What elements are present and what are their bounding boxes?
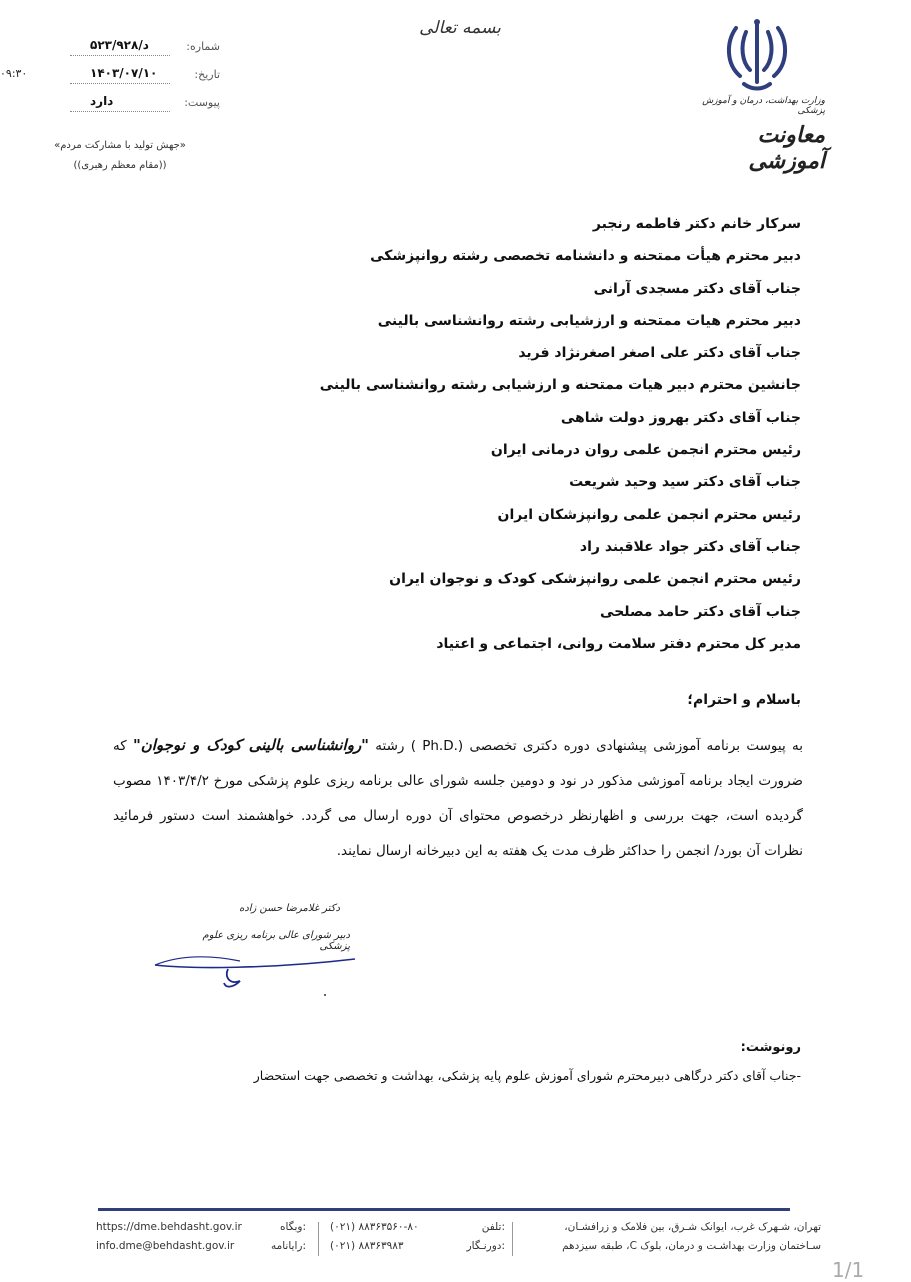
email-row bbox=[96, 1237, 306, 1256]
fax-label: دورنـگار: bbox=[466, 1240, 505, 1252]
number-label: شماره: bbox=[186, 40, 220, 53]
addressee-line: جناب آقای دکتر مسجدی آرانی bbox=[593, 280, 801, 297]
addressee-line: دبیر محترم هیأت ممتحنه و دانشنامه تخصصی رشته روانپزشکی bbox=[370, 248, 801, 265]
phone-label: تلفن: bbox=[481, 1221, 505, 1233]
body-part-1: به پیوست برنامه آموزشی پیشنهادی دوره دکتری تخصصی (.Ph.D ) رشته bbox=[369, 738, 803, 754]
fax-value: (۰۲۱) ۸۸۳۶۳۹۸۳ bbox=[330, 1240, 404, 1252]
attachment-value: دارد bbox=[90, 94, 114, 108]
phone-row bbox=[330, 1218, 505, 1237]
date-label: تاریخ: bbox=[194, 68, 220, 81]
addressee-list bbox=[281, 208, 801, 660]
slogan bbox=[40, 136, 200, 176]
addressee-line: جناب آقای دکتر حامد مصلحی bbox=[600, 603, 801, 620]
greeting: باسلام و احترام؛ bbox=[687, 692, 801, 708]
signatory-name: دکتر غلامرضا حسن زاده bbox=[239, 903, 340, 914]
signatory-title: دبیر شورای عالی برنامه ریزی علوم پزشکی bbox=[202, 930, 350, 952]
date-value: ۱۴۰۳/۰۷/۱۰ bbox=[90, 66, 158, 80]
cc-label: رونوشت: bbox=[740, 1040, 801, 1055]
ministry-name: وزارت بهداشت، درمان و آموزش پزشکی bbox=[702, 96, 825, 116]
page-indicator: 1/1 bbox=[832, 1258, 865, 1282]
dotted-line bbox=[70, 55, 170, 56]
letter-number bbox=[70, 38, 220, 58]
addressee-line: جناب آقای دکتر سید وحید شریعت bbox=[569, 474, 801, 491]
number-value: ۵۲۳/۹۲۸/د bbox=[90, 38, 149, 52]
addressee-line: دبیر محترم هیات ممتحنه و ارزشیابی رشته روانشناسی بالینی bbox=[377, 312, 801, 329]
address-line-2: سـاختمان وزارت بهداشـت و درمان، بلوک C، طبقه سیزدهم bbox=[562, 1240, 821, 1252]
addressee-line: جناب آقای دکتر بهروز دولت شاهی bbox=[560, 409, 801, 426]
dotted-line bbox=[70, 83, 170, 84]
footer-separator bbox=[512, 1222, 513, 1256]
cc-text: -جناب آقای دکتر درگاهی دبیرمحترم شورای آموزش علوم پایه پزشکی، بهداشت و تخصصی جهت استحضار bbox=[253, 1068, 801, 1083]
addressee-line: رئیس محترم انجمن علمی روانپزشکان ایران bbox=[497, 506, 801, 523]
bismillah: بسمه تعالی bbox=[419, 18, 501, 38]
program-name: "روانشناسی بالینی کودک و نوجوان" bbox=[132, 736, 369, 754]
attachment-label: پیوست: bbox=[184, 96, 220, 109]
phone-value: (۰۲۱) ۸۸۳۶۳۵۶۰-۸۰ bbox=[330, 1221, 419, 1233]
dotted-line bbox=[70, 111, 170, 112]
letter-body bbox=[113, 728, 803, 869]
footer-separator bbox=[318, 1222, 319, 1256]
address-line-1: تهران، شـهرک غرب، ایوانک شـرق، بین فلامک و زرافشـان، bbox=[564, 1221, 821, 1233]
signature-stroke bbox=[150, 925, 360, 1000]
website-row bbox=[96, 1218, 306, 1237]
website-label: وبگاه: bbox=[279, 1221, 306, 1233]
footer-phones bbox=[330, 1218, 505, 1256]
ministry-logo-icon bbox=[722, 16, 792, 94]
body-part-2: که ضرورت ایجاد برنامه آموزشی مذکور در نود و دومین جلسه شورای عالی برنامه ریزی علوم پزشکی مورخ ۱۴۰۳/۴/۲ مصوب گردیده است، جهت بررسی و اظهارنظر درخصوص محتوای آن دوره ارسال می گردد. خواهشمند است دستور فرمائید نظرات آن بورد/ انجمن را حداکثر ظرف مدت یک هفته به این دبیرخانه ارسال نمایند. bbox=[113, 738, 803, 859]
slogan-text: «جهش تولید با مشارکت مردم» bbox=[54, 140, 186, 151]
addressee-line: جناب آقای دکتر علی اصغر اصغرنژاد فرید bbox=[518, 345, 801, 362]
footer-rule bbox=[98, 1208, 790, 1211]
slogan-source: ((مقام معظم رهبری)) bbox=[73, 160, 167, 171]
addressee-line: رئیس محترم انجمن علمی روان درمانی ایران bbox=[490, 442, 801, 459]
addressee-line: مدیر کل محترم دفتر سلامت روانی، اجتماعی و اعتیاد bbox=[436, 635, 801, 652]
addressee-line: رئیس محترم انجمن علمی روانپزشکی کودک و نوجوان ایران bbox=[389, 571, 801, 588]
deputy-name: معاونت آموزشی bbox=[748, 122, 825, 174]
addressee-line: جانشین محترم دبیر هیات ممتحنه و ارزشیابی رشته روانشناسی بالینی bbox=[319, 377, 801, 394]
website-link[interactable]: https://dme.behdasht.gov.ir bbox=[96, 1221, 242, 1233]
letter-attachment bbox=[70, 94, 220, 114]
email-link[interactable]: info.dme@behdasht.gov.ir bbox=[96, 1240, 235, 1252]
addressee-line: جناب آقای دکتر جواد علاقبند راد bbox=[579, 538, 801, 555]
email-label: رایانامه: bbox=[270, 1240, 306, 1252]
footer-web bbox=[96, 1218, 306, 1256]
fax-row bbox=[330, 1237, 505, 1256]
clipped-time: ۰۹:۳۰ bbox=[0, 67, 28, 80]
letter-date bbox=[70, 66, 220, 86]
addressee-line: سرکار خانم دکتر فاطمه رنجبر bbox=[592, 216, 801, 232]
footer-address bbox=[521, 1218, 821, 1256]
